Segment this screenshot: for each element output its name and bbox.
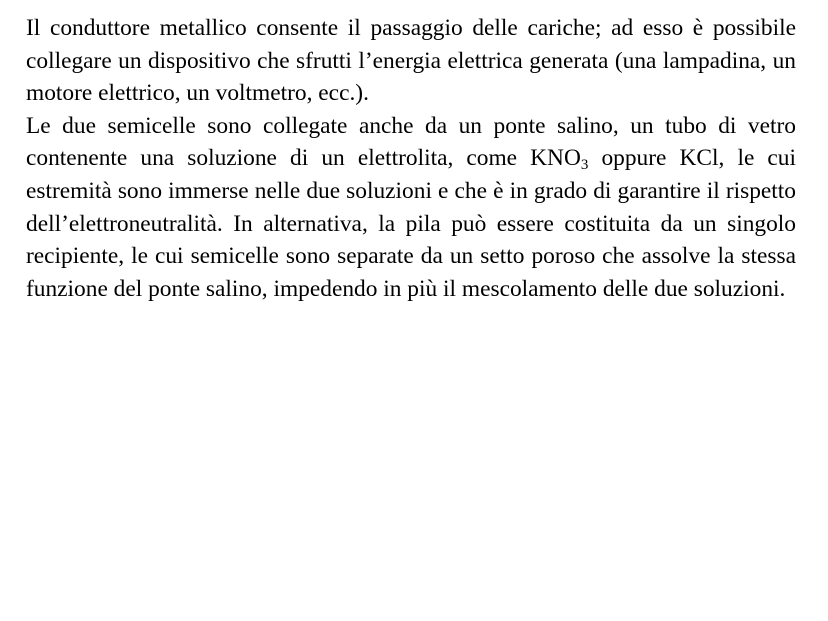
paragraph-conductor: Il conduttore metallico consente il passaggio delle cariche; ad esso è possibile collegare un dispositivo che sfrutti l’energia elettrica generata (una lampadina, un motore elettrico, un voltmetro, ecc.). [26, 15, 796, 107]
document-page [26, 12, 796, 305]
paragraph-salt-bridge-text-end: oppure KCl, le cui estremità sono immerse nelle due soluzioni e che è in grado di garantire il rispetto dell’elettroneutralità. In alternativa, la pila può essere costituita da un singolo recipiente, le cui semicelle sono separate da un setto poroso che assolve la stessa funzione del ponte salino, impedendo in più il mescolamento delle due soluzioni. [26, 145, 797, 302]
chemical-subscript: 3 [580, 157, 589, 174]
paragraph-salt-bridge-text-start: Le due semicelle sono collegate anche da un ponte salino, un tubo di vetro contenente una soluzione di un elettrolita, come KNO [26, 112, 796, 172]
paragraph-salt-bridge [26, 110, 796, 306]
